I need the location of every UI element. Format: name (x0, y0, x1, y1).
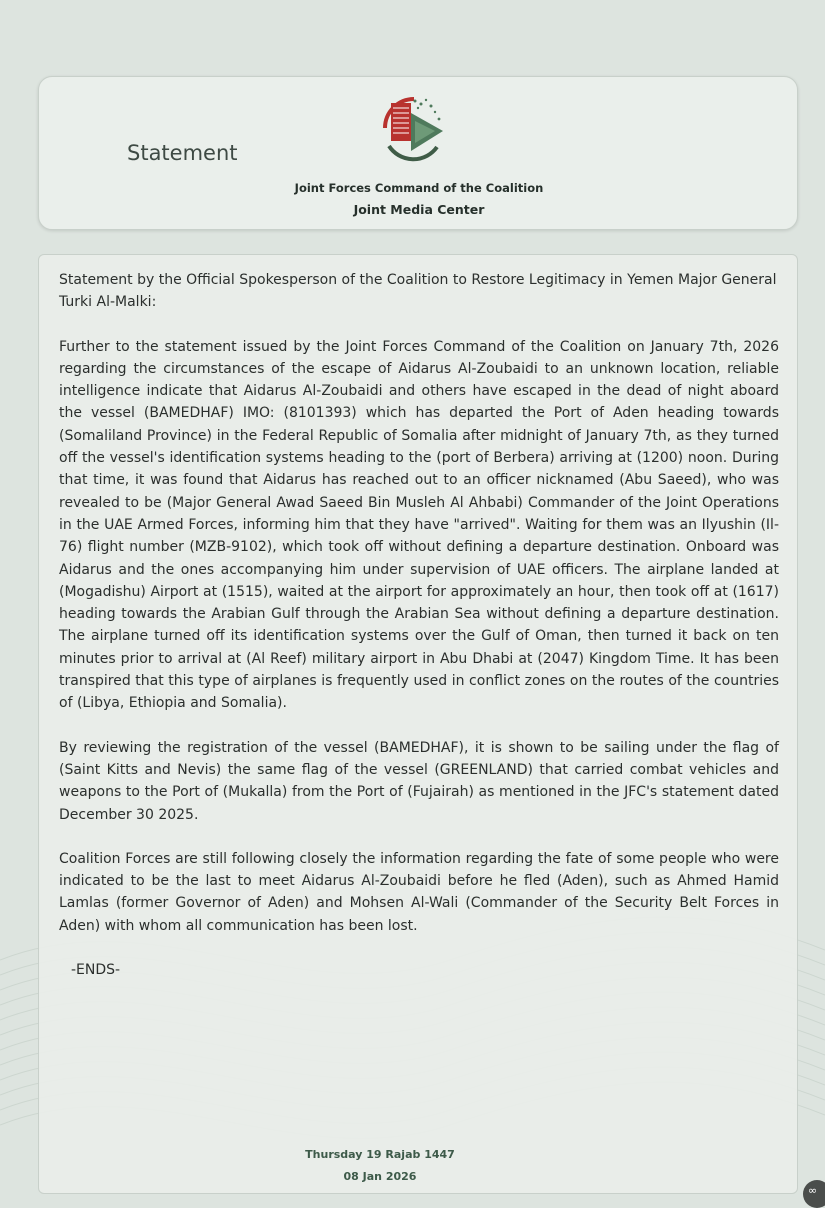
statement-intro-paragraph: Statement by the Official Spokesperson of the Coalition to Restore Legitimacy in Yemen Major General Turki Al-Malki: (59, 272, 777, 311)
media-center-name: Joint Media Center (353, 202, 485, 217)
organization-name: Joint Forces Command of the Coalition (294, 181, 544, 195)
statement-ends-marker: -ENDS- (71, 962, 121, 979)
statement-body-card (38, 254, 798, 1194)
statement-paragraph-vessel-registration: By reviewing the registration of the vessel (BAMEDHAF), it is shown to be sailing under the flag of (Saint Kitts and Nevis) the same flag of the vessel (GREENLAND) that carried combat vehicles and weapons to the Port of (Mukalla) from the Port of (Fujairah) as mentioned in the JFC's statement dated December 30 2025. (59, 739, 779, 823)
gregorian-date: 08 Jan 2026 (343, 1170, 417, 1183)
statement-paragraph-coalition-follow-up: Coalition Forces are still following closely the information regarding the fate of some people who were indicated to be the last to meet Aidarus Al-Zoubaidi before he fled (Aden), such as Ahmed Hamid Lamlas (former Governor of Aden) and Mohsen Al-Wali (Commander of the Security Belt Forces in Aden) with whom all communication has been lost. (59, 850, 779, 934)
joint-media-center-logo-icon (377, 91, 451, 165)
link-icon[interactable]: ∞ (803, 1180, 825, 1208)
header-card (38, 76, 798, 230)
statement-paragraph-escape-details: Further to the statement issued by the Joint Forces Command of the Coalition on January 7th, 2026 regarding the circumstances of the escape of Aidarus Al-Zoubaidi to an unknown location, reliable intelligence indicate that Aidarus Al-Zoubaidi and others have escaped in the dead of night aboard the vessel (BAMEDHAF) IMO: (8101393) which has departed the Port of Aden heading towards (Somaliland Province) in the Federal Republic of Somalia after midnight of January 7th, as they turned off the vessel's identification systems heading to the (port of Berbera) arriving at (1200) noon. During that time, it was found that Aidarus has reached out to an officer nicknamed (Abu Saeed), who was revealed to be (Major General Awad Saeed Bin Musleh Al Ahbabi) Commander of the Joint Operations in the UAE Armed Forces, informing him that they have "arrived". Waiting for them was an Ilyushin (Il-76) flight number (MZB-9102), which took off without defining a departure destination. Onboard was Aidarus and the ones accompanying him under supervision of UAE officers. The airplane landed at (Mogadishu) Airport at (1515), waited at the airport for approximately an hour, then took off at (1617) heading towards the Arabian Gulf through the Arabian Sea without defining a departure destination. The airplane turned off its identification systems over the Gulf of Oman, then turned it back on ten minutes prior to arrival at (Al Reef) military airport in Abu Dhabi at (2047) Kingdom Time. It has been transpired that this type of airplanes is frequently used in conflict zones on the routes of the countries of (Libya, Ethiopia and Somalia). (59, 338, 779, 712)
hijri-date: Thursday 19 Rajab 1447 (305, 1148, 455, 1161)
statement-text (59, 269, 779, 981)
page-title: Statement (127, 141, 238, 165)
